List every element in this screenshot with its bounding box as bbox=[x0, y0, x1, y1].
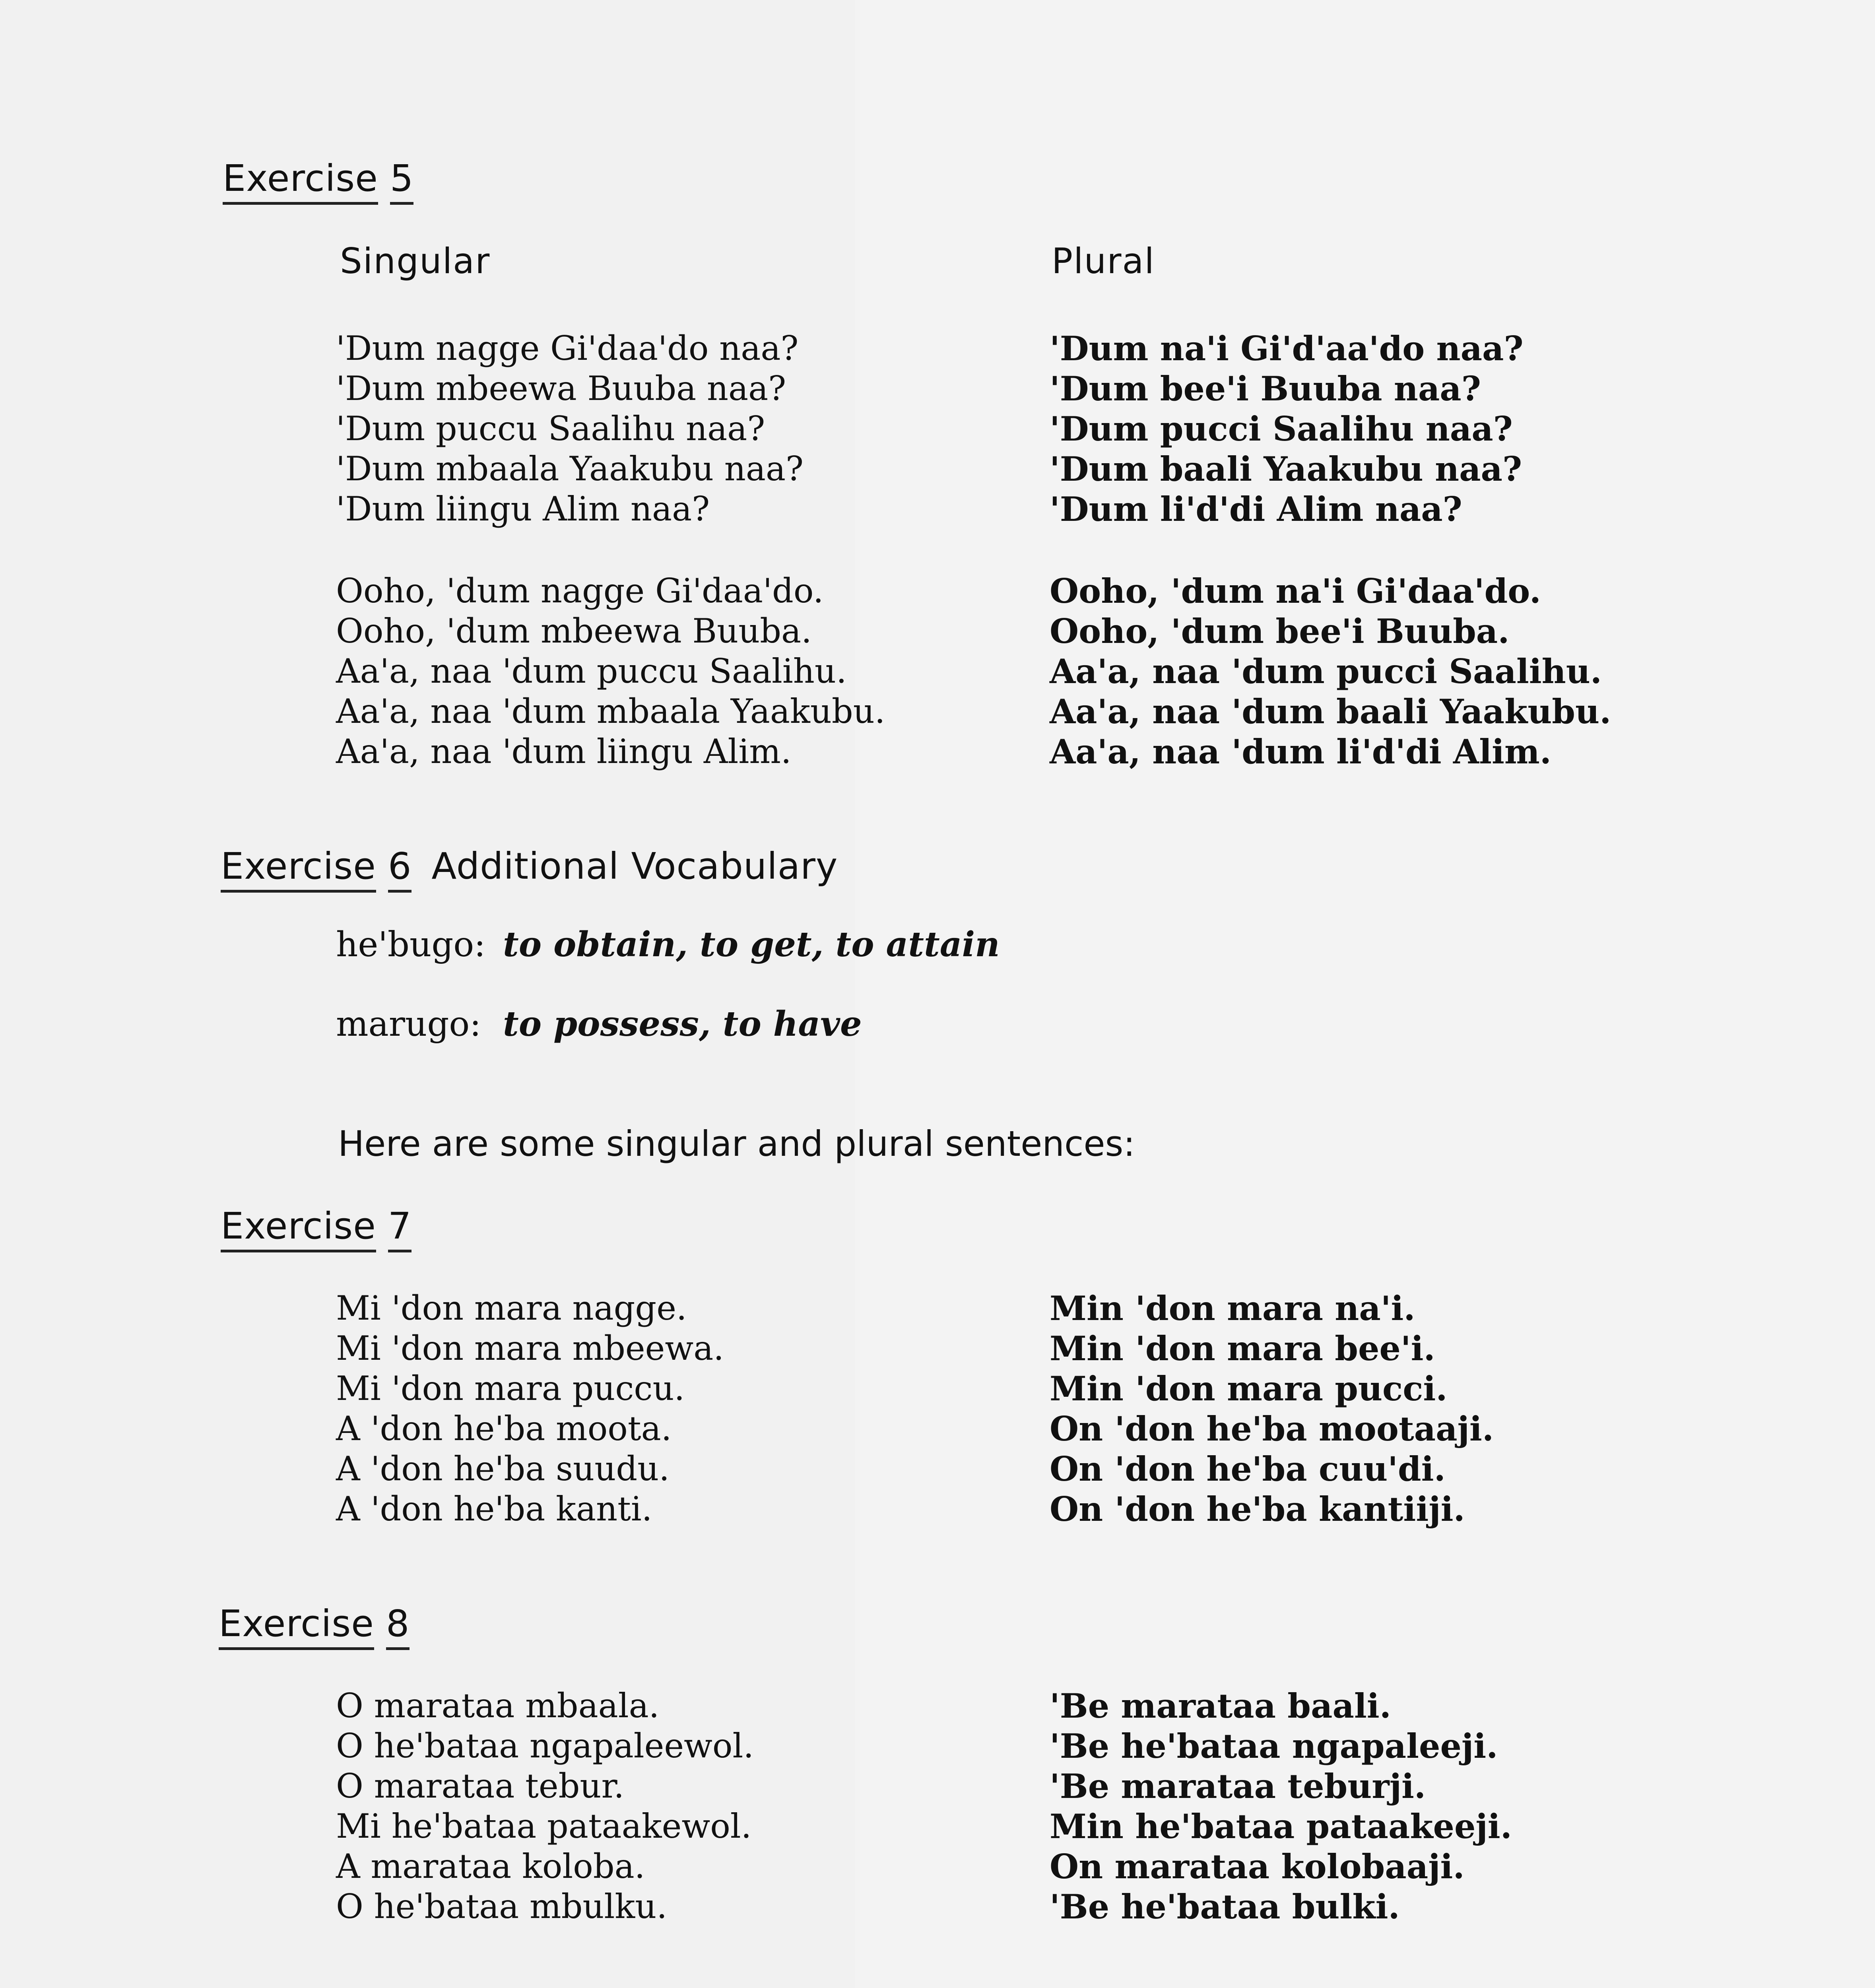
intro-text: Here are some singular and plural sentences: bbox=[338, 1123, 1135, 1164]
list-item: 'Be he'bataa ngapaleeji. bbox=[1050, 1726, 1498, 1766]
exercise-5-singular-questions bbox=[336, 328, 804, 529]
vocab-term: he'bugo: bbox=[336, 925, 486, 965]
list-item: Mi he'bataa pataakewol. bbox=[336, 1807, 752, 1846]
list-item: A 'don he'ba suudu. bbox=[336, 1449, 670, 1488]
list-item: Ooho, 'dum mbeewa Buuba. bbox=[336, 612, 812, 650]
exercise-5-heading bbox=[223, 157, 413, 205]
list-item: Aa'a, naa 'dum baali Yaakubu. bbox=[1050, 692, 1611, 731]
list-item: O marataa tebur. bbox=[336, 1767, 625, 1806]
exercise-6-title: Additional Vocabulary bbox=[431, 845, 838, 887]
list-item: 'Dum bee'i Buuba naa? bbox=[1050, 369, 1481, 408]
exercise-6-number: 6 bbox=[388, 845, 412, 893]
vocab-gloss: to possess, to have bbox=[503, 1004, 862, 1044]
list-item: Aa'a, naa 'dum pucci Saalihu. bbox=[1050, 652, 1602, 691]
list-item: 'Be marataa teburji. bbox=[1050, 1767, 1426, 1806]
list-item: Aa'a, naa 'dum mbaala Yaakubu. bbox=[336, 692, 885, 731]
list-item: Min 'don mara na'i. bbox=[1050, 1289, 1415, 1328]
exercise-6-label: Exercise bbox=[221, 845, 376, 893]
list-item: Ooho, 'dum na'i Gi'daa'do. bbox=[1050, 571, 1541, 611]
exercise-6-heading bbox=[221, 845, 838, 893]
exercise-7-heading bbox=[221, 1205, 411, 1252]
exercise-5-plural-answers bbox=[1050, 571, 1611, 772]
plural-header: Plural bbox=[1052, 241, 1155, 282]
exercise-8-number: 8 bbox=[386, 1602, 410, 1650]
list-item: Aa'a, naa 'dum puccu Saalihu. bbox=[336, 652, 847, 691]
list-item: O he'bataa mbulku. bbox=[336, 1887, 668, 1926]
list-item: Mi 'don mara puccu. bbox=[336, 1369, 685, 1408]
list-item: A 'don he'ba kanti. bbox=[336, 1489, 652, 1528]
list-item: Min 'don mara bee'i. bbox=[1050, 1329, 1435, 1368]
list-item: Min he'bataa pataakeeji. bbox=[1050, 1807, 1512, 1846]
list-item: 'Dum liingu Alim naa? bbox=[336, 489, 710, 528]
exercise-7-singular bbox=[336, 1288, 724, 1529]
list-item: A 'don he'ba moota. bbox=[336, 1409, 672, 1448]
exercise-5-singular-answers bbox=[336, 571, 885, 772]
list-item: 'Dum nagge Gi'daa'do naa? bbox=[336, 329, 799, 368]
list-item: Ooho, 'dum nagge Gi'daa'do. bbox=[336, 571, 824, 610]
vocab-item bbox=[336, 924, 1000, 965]
list-item: Ooho, 'dum bee'i Buuba. bbox=[1050, 612, 1510, 651]
list-item: Mi 'don mara mbeewa. bbox=[336, 1329, 724, 1368]
exercise-7-plural bbox=[1050, 1288, 1494, 1529]
list-item: Mi 'don mara nagge. bbox=[336, 1289, 687, 1328]
exercise-5-plural-questions bbox=[1050, 328, 1524, 529]
exercise-8-singular bbox=[336, 1686, 754, 1927]
list-item: 'Dum pucci Saalihu naa? bbox=[1050, 409, 1513, 448]
list-item: On marataa kolobaaji. bbox=[1050, 1847, 1465, 1886]
vocab-item bbox=[336, 1004, 862, 1044]
list-item: Aa'a, naa 'dum li'd'di Alim. bbox=[1050, 732, 1552, 771]
list-item: 'Be he'bataa bulki. bbox=[1050, 1887, 1400, 1926]
list-item: Min 'don mara pucci. bbox=[1050, 1369, 1448, 1408]
exercise-7-label: Exercise bbox=[221, 1205, 376, 1252]
exercise-5-label: Exercise bbox=[223, 157, 378, 205]
exercise-8-label: Exercise bbox=[219, 1602, 374, 1650]
exercise-7-number: 7 bbox=[388, 1205, 412, 1252]
list-item: O he'bataa ngapaleewol. bbox=[336, 1726, 754, 1765]
vocab-term: marugo: bbox=[336, 1004, 481, 1044]
list-item: 'Dum mbaala Yaakubu naa? bbox=[336, 449, 804, 488]
singular-header: Singular bbox=[340, 241, 491, 282]
list-item: Aa'a, naa 'dum liingu Alim. bbox=[336, 732, 792, 771]
list-item: A marataa koloba. bbox=[336, 1847, 645, 1886]
list-item: On 'don he'ba mootaaji. bbox=[1050, 1409, 1494, 1448]
exercise-8-heading bbox=[219, 1602, 410, 1650]
exercise-8-plural bbox=[1050, 1686, 1512, 1927]
list-item: On 'don he'ba kantiiji. bbox=[1050, 1489, 1465, 1529]
list-item: 'Dum puccu Saalihu naa? bbox=[336, 409, 765, 448]
list-item: 'Dum baali Yaakubu naa? bbox=[1050, 449, 1522, 489]
list-item: 'Be marataa baali. bbox=[1050, 1686, 1391, 1726]
list-item: 'Dum na'i Gi'd'aa'do naa? bbox=[1050, 329, 1524, 368]
list-item: On 'don he'ba cuu'di. bbox=[1050, 1449, 1446, 1489]
exercise-5-number: 5 bbox=[390, 157, 414, 205]
list-item: 'Dum mbeewa Buuba naa? bbox=[336, 369, 786, 408]
vocab-gloss: to obtain, to get, to attain bbox=[503, 924, 1000, 965]
list-item: 'Dum li'd'di Alim naa? bbox=[1050, 489, 1462, 529]
list-item: O marataa mbaala. bbox=[336, 1686, 660, 1725]
